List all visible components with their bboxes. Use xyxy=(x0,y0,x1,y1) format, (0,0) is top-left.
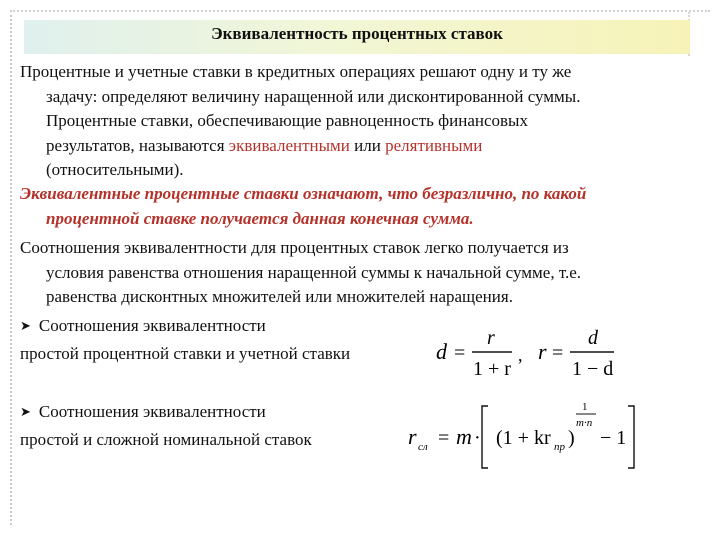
paragraph-emphasis xyxy=(20,182,700,231)
text-line: Соотношения эквивалентности для процентных ставок легко получается из xyxy=(20,238,569,257)
bullet-simple-vs-compound xyxy=(20,400,266,425)
formula-symbol: 1 − d xyxy=(572,358,614,380)
term-relative: релятивными xyxy=(385,135,483,155)
text-fragment: результатов, называются xyxy=(46,135,229,155)
formula-symbol: (1 + kr xyxy=(496,427,551,449)
paragraph-relations xyxy=(20,236,700,310)
bullet-simple-vs-discount xyxy=(20,314,266,339)
emphasis-line: процентной ставке получается данная конечная сумма. xyxy=(46,208,474,228)
formula-symbol: m xyxy=(456,424,472,449)
text-line: задачу: определяют величину наращенной или дисконтированной суммы. xyxy=(46,86,581,106)
formula-exponent: m·n xyxy=(576,417,593,429)
bracket-right xyxy=(628,406,634,468)
formula-symbol: r xyxy=(408,424,417,449)
text-line: (относительными). xyxy=(46,160,184,179)
bullet-label: Соотношения эквивалентности xyxy=(38,316,266,335)
text-line: равенства дисконтных множителей или множителей наращения. xyxy=(46,287,513,306)
emphasis-line: Эквивалентные процентные ставки означают, что безразлично, по какой xyxy=(20,184,587,203)
caption-simple-vs-discount: простой процентной ставки и учетной ставки xyxy=(20,344,351,363)
formula-symbol: d xyxy=(436,339,447,364)
caption-simple-vs-compound: простой и сложной номинальной ставок xyxy=(20,430,312,449)
formula-symbol: ) xyxy=(568,427,575,449)
paragraph-definition xyxy=(20,60,700,183)
text-line xyxy=(20,134,700,159)
formula-subscript: пр xyxy=(554,441,565,453)
decorative-dotted-border-left xyxy=(10,10,12,525)
arrow-bullet-icon: ➤ xyxy=(20,404,31,419)
text-fragment: или xyxy=(349,135,386,155)
formula-symbol: = xyxy=(552,342,564,364)
bracket-left xyxy=(482,406,488,468)
term-equivalent: эквивалентными xyxy=(228,135,350,155)
formula-symbol: r xyxy=(487,327,495,349)
formula-symbol: 1 + r xyxy=(473,358,511,380)
arrow-bullet-icon: ➤ xyxy=(20,318,31,333)
formula-symbol: = xyxy=(438,427,450,449)
formula-symbol: − 1 xyxy=(600,427,627,449)
slide-title: Эквивалентность процентных ставок xyxy=(211,24,503,43)
formula-symbol: d xyxy=(588,327,598,349)
formula-subscript: сл xyxy=(418,441,428,453)
formula-symbol: , xyxy=(518,345,523,365)
formula-symbol: r xyxy=(538,339,547,364)
formula-simple-compound xyxy=(404,398,644,478)
decorative-dotted-border-top xyxy=(10,10,710,12)
formula-symbol: · xyxy=(474,427,481,449)
text-line: условия равенства отношения наращенной суммы к начальной сумме, т.е. xyxy=(46,262,582,282)
formula-fraction-numerator: 1 xyxy=(582,401,588,413)
text-line: Процентные и учетные ставки в кредитных операциях решают одну и ту же xyxy=(20,62,572,81)
bullet-label: Соотношения эквивалентности xyxy=(38,402,266,421)
text-line: Процентные ставки, обеспечивающие равноценность финансовых xyxy=(46,111,528,130)
formula-symbol: = xyxy=(454,342,466,364)
formula-simple-discount xyxy=(432,324,632,384)
